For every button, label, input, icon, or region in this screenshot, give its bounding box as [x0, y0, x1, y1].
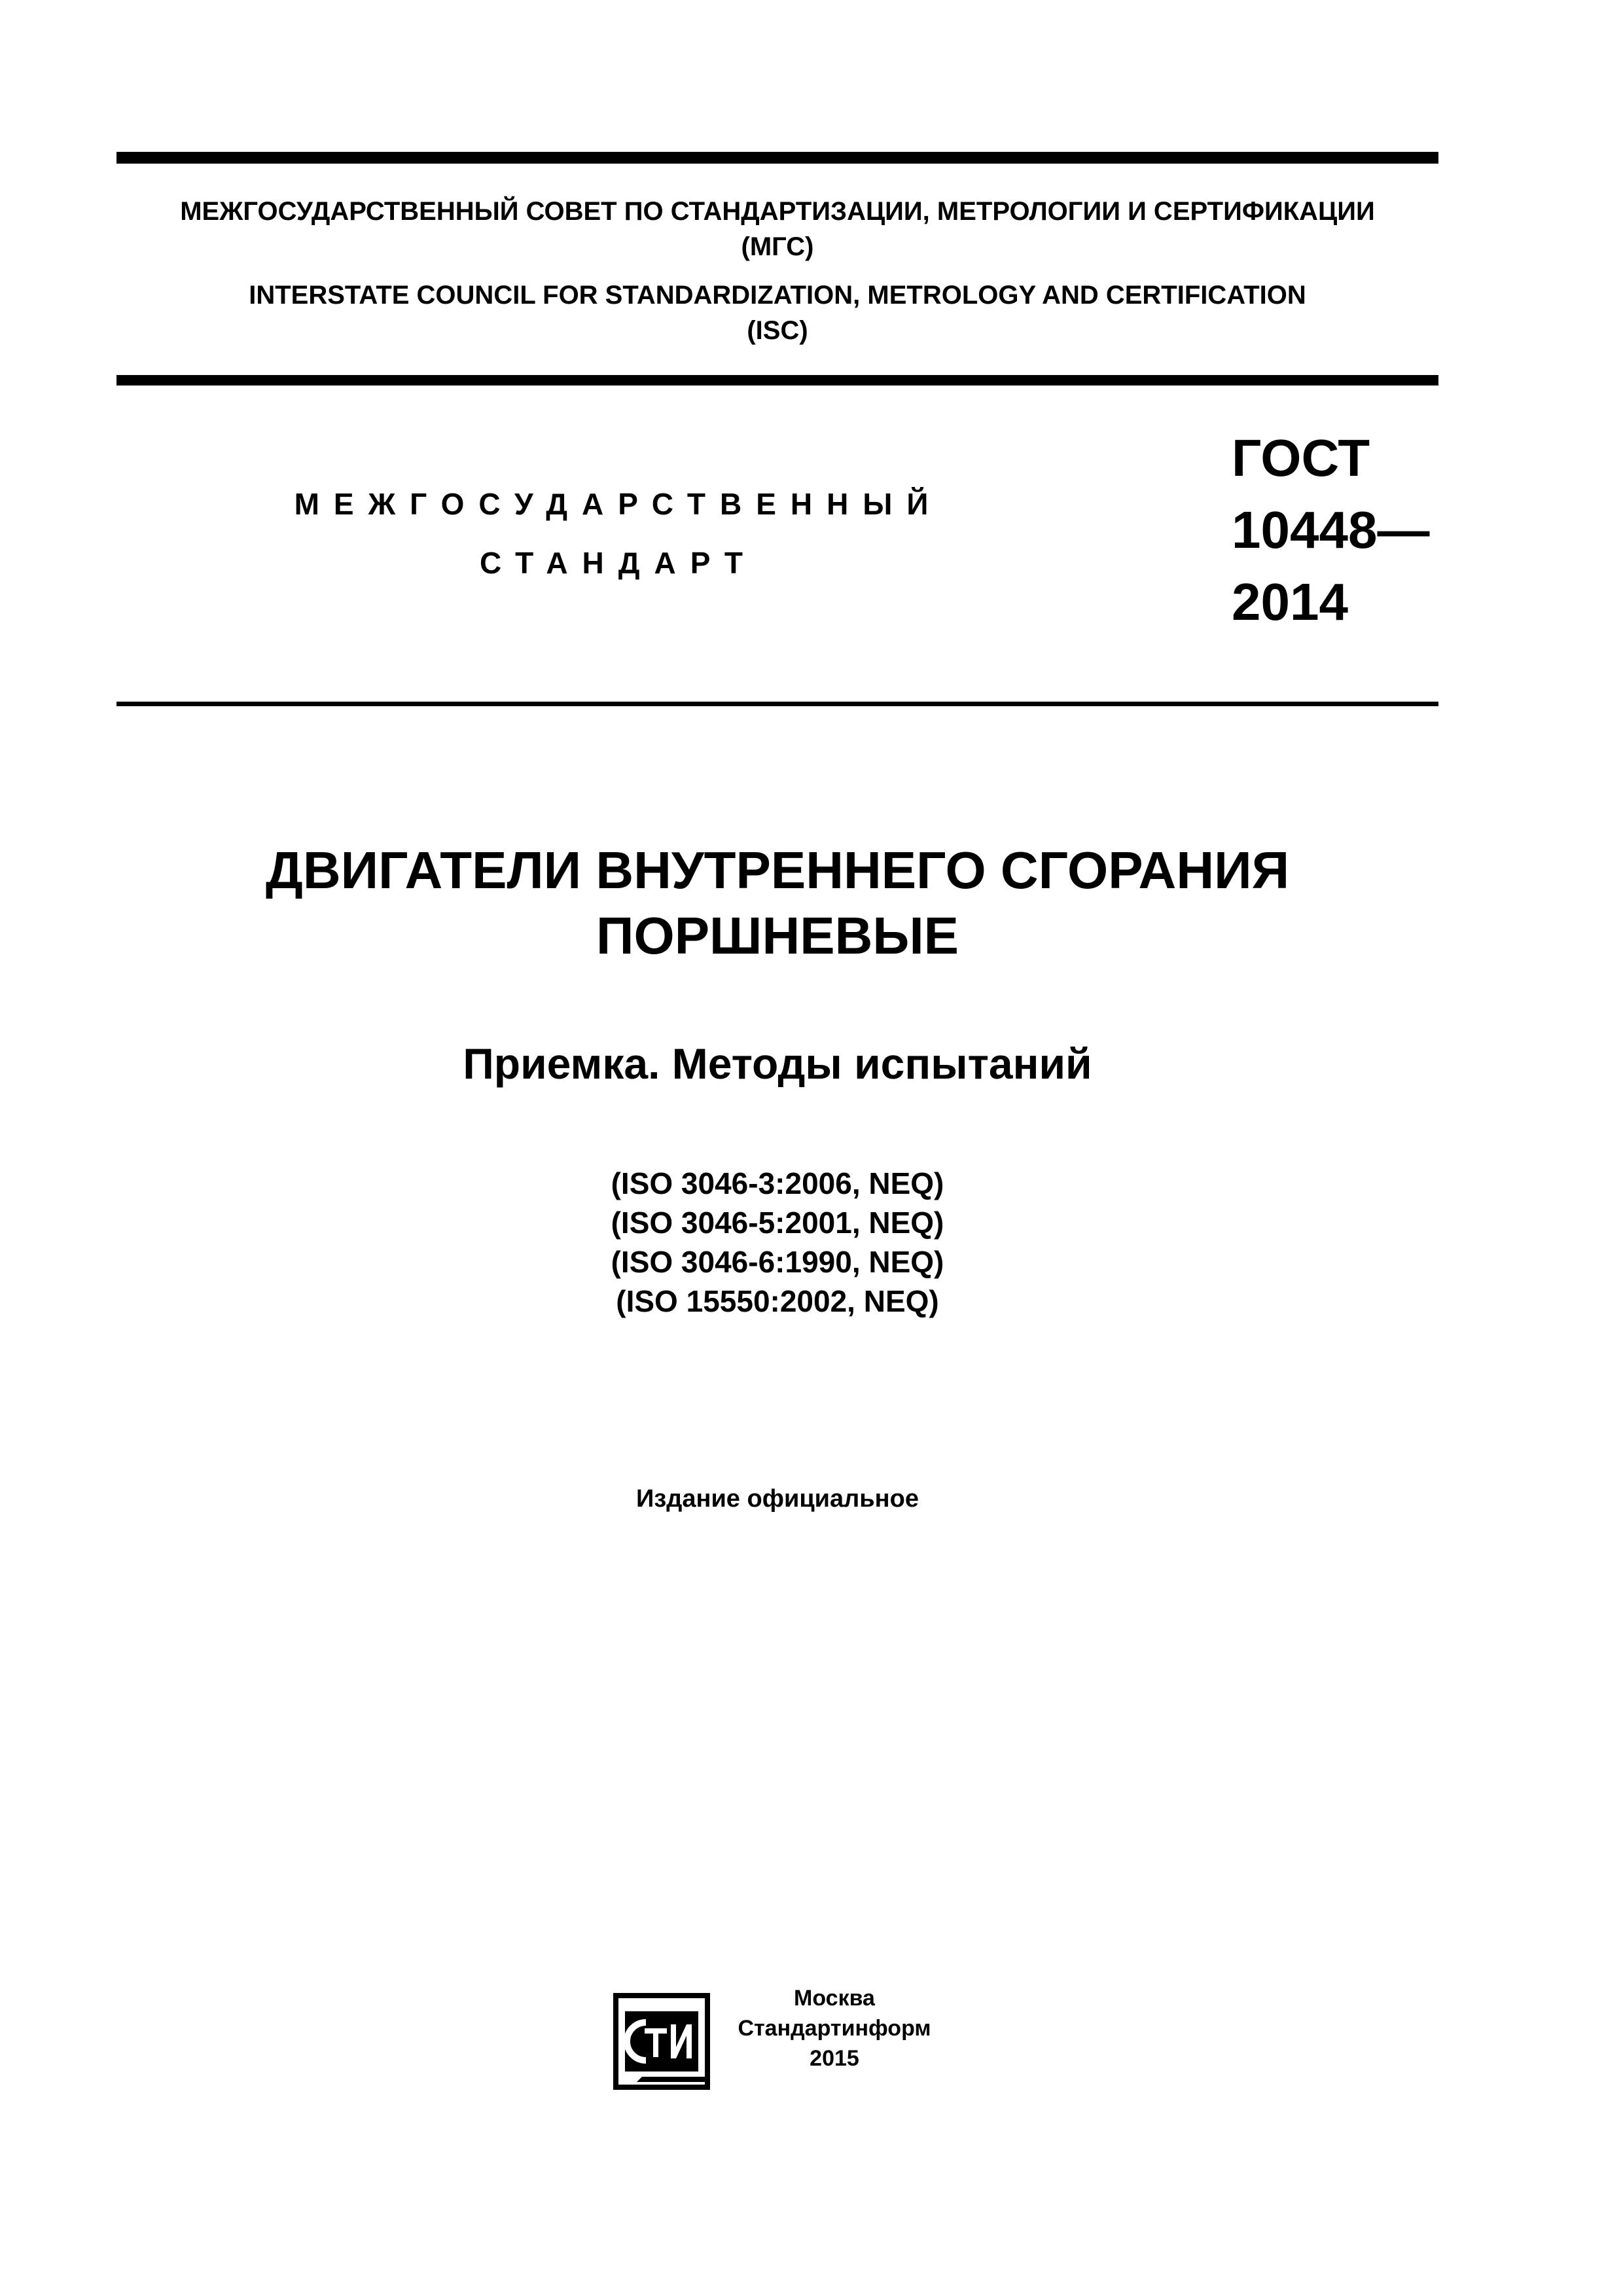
iso-reference-list: [116, 1164, 1438, 1321]
title-line2: ПОРШНЕВЫЕ: [596, 906, 959, 965]
gost-year: 2014: [1232, 573, 1348, 631]
iso-reference: (ISO 3046-5:2001, NEQ): [611, 1206, 944, 1240]
iso-reference: (ISO 3046-6:1990, NEQ): [611, 1245, 944, 1279]
council-header: [116, 194, 1438, 348]
title-line1: ДВИГАТЕЛИ ВНУТРЕННЕГО СГОРАНИЯ: [265, 841, 1290, 899]
document-subtitle: Приемка. Методы испытаний: [463, 1039, 1092, 1088]
bottom-rule: [116, 702, 1438, 706]
edition-note: Издание официальное: [636, 1485, 919, 1513]
gost-label: ГОСТ: [1232, 429, 1370, 487]
top-rule: [116, 152, 1438, 164]
council-spacer: [116, 264, 1438, 278]
publisher-block: [726, 1983, 942, 2073]
middle-rule: [116, 375, 1438, 386]
publisher-year: 2015: [810, 2046, 859, 2071]
standard-kind: [249, 475, 988, 592]
publisher-city: Москва: [794, 1986, 875, 2011]
iso-reference: (ISO 3046-3:2006, NEQ): [611, 1166, 944, 1200]
council-en-line2: (ISC): [747, 316, 808, 345]
council-en-line1: INTERSTATE COUNCIL FOR STANDARDIZATION, METROLOGY AND CERTIFICATION: [249, 281, 1306, 310]
gost-designation: [1232, 422, 1429, 638]
council-ru-line1: МЕЖГОСУДАРСТВЕННЫЙ СОВЕТ ПО СТАНДАРТИЗАЦИИ, МЕТРОЛОГИИ И СЕРТИФИКАЦИИ: [180, 197, 1375, 226]
iso-reference: (ISO 15550:2002, NEQ): [616, 1284, 939, 1318]
document-title: [116, 838, 1438, 969]
standard-kind-line1: МЕЖГОСУДАРСТВЕННЫЙ: [294, 487, 943, 521]
standartinform-logo-icon: [613, 1993, 710, 2090]
standard-kind-line2: СТАНДАРТ: [480, 546, 757, 580]
publisher-name: Стандартинформ: [738, 2016, 931, 2041]
gost-number: 10448—: [1232, 501, 1430, 559]
council-ru-line2: (МГС): [741, 232, 814, 261]
